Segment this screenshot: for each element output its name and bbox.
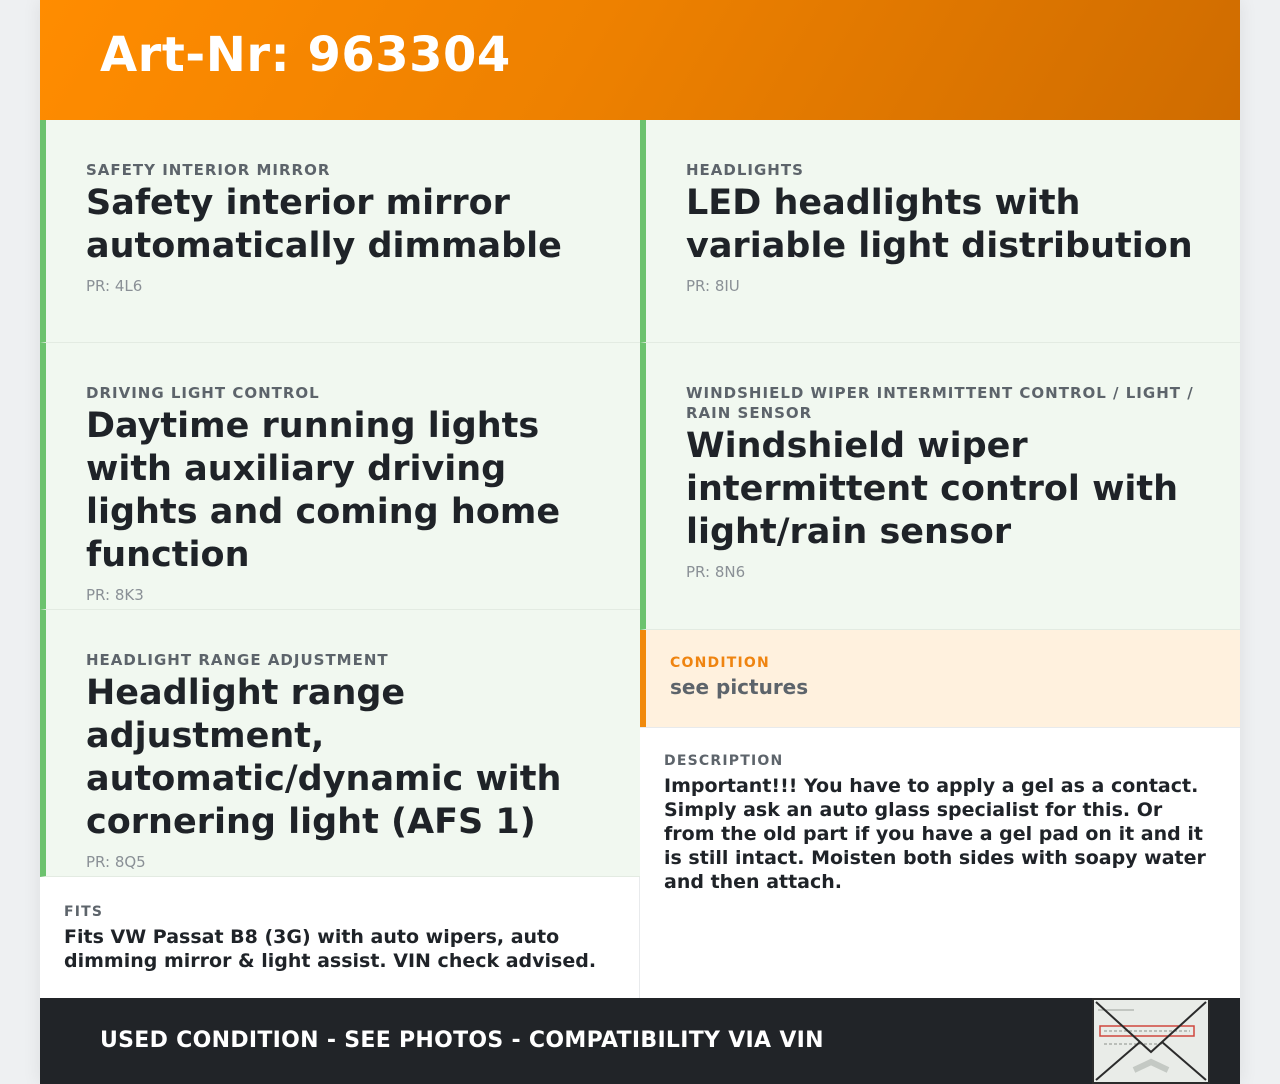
envelope-stamp-icon	[1092, 998, 1210, 1084]
feature-card-headlights	[640, 120, 1240, 343]
feature-title: LED headlights with variable light distribution	[686, 183, 1193, 266]
description-label: DESCRIPTION	[664, 753, 784, 769]
header-banner	[40, 0, 1240, 120]
feature-pr-code: PR: 8IU	[686, 277, 740, 295]
footer-note: USED CONDITION - SEE PHOTOS - COMPATIBILITY VIA VIN	[100, 1028, 824, 1053]
feature-title: Windshield wiper intermittent control with light/rain sensor	[686, 426, 1179, 552]
feature-pr-code: PR: 8Q5	[86, 853, 146, 871]
feature-pr-code: PR: 8N6	[686, 563, 746, 581]
feature-pr-code: PR: 4L6	[86, 277, 143, 295]
feature-category: HEADLIGHTS	[686, 161, 804, 179]
left-column	[40, 120, 640, 877]
feature-title: Daytime running lights with auxiliary driving lights and coming home function	[86, 406, 561, 575]
feature-card-mirror	[40, 120, 640, 343]
feature-category: WINDSHIELD WIPER INTERMITTENT CONTROL / LIGHT / RAIN SENSOR	[686, 384, 1194, 422]
condition-label: CONDITION	[670, 655, 770, 671]
feature-category: DRIVING LIGHT CONTROL	[86, 384, 320, 402]
condition-value: see pictures	[670, 675, 809, 699]
feature-card-headlight-range	[40, 610, 640, 877]
feature-card-driving-light	[40, 343, 640, 610]
fits-text: Fits VW Passat B8 (3G) with auto wipers, auto dimming mirror & light assist. VIN check advised.	[64, 926, 597, 972]
feature-title: Safety interior mirror automatically dimmable	[86, 183, 562, 266]
page-title: Art-Nr: 963304	[100, 27, 511, 83]
feature-pr-code: PR: 8K3	[86, 586, 144, 604]
footer-bar	[40, 998, 1240, 1084]
condition-section	[640, 630, 1240, 727]
description-text: Important!!! You have to apply a gel as a contact. Simply ask an auto glass specialist for this. Or from the old part if you have a gel pad on it and it is still intact. Moisten both sides with soapy water and then attach.	[664, 775, 1206, 893]
feature-category: SAFETY INTERIOR MIRROR	[86, 161, 331, 179]
product-sheet	[40, 0, 1240, 1084]
feature-title: Headlight range adjustment, automatic/dynamic with cornering light (AFS 1)	[86, 673, 562, 842]
feature-card-wiper	[640, 343, 1240, 630]
feature-category: HEADLIGHT RANGE ADJUSTMENT	[86, 651, 389, 669]
right-column	[640, 120, 1240, 630]
fits-label: FITS	[64, 904, 104, 920]
description-section	[640, 727, 1240, 998]
fits-section	[40, 877, 640, 998]
